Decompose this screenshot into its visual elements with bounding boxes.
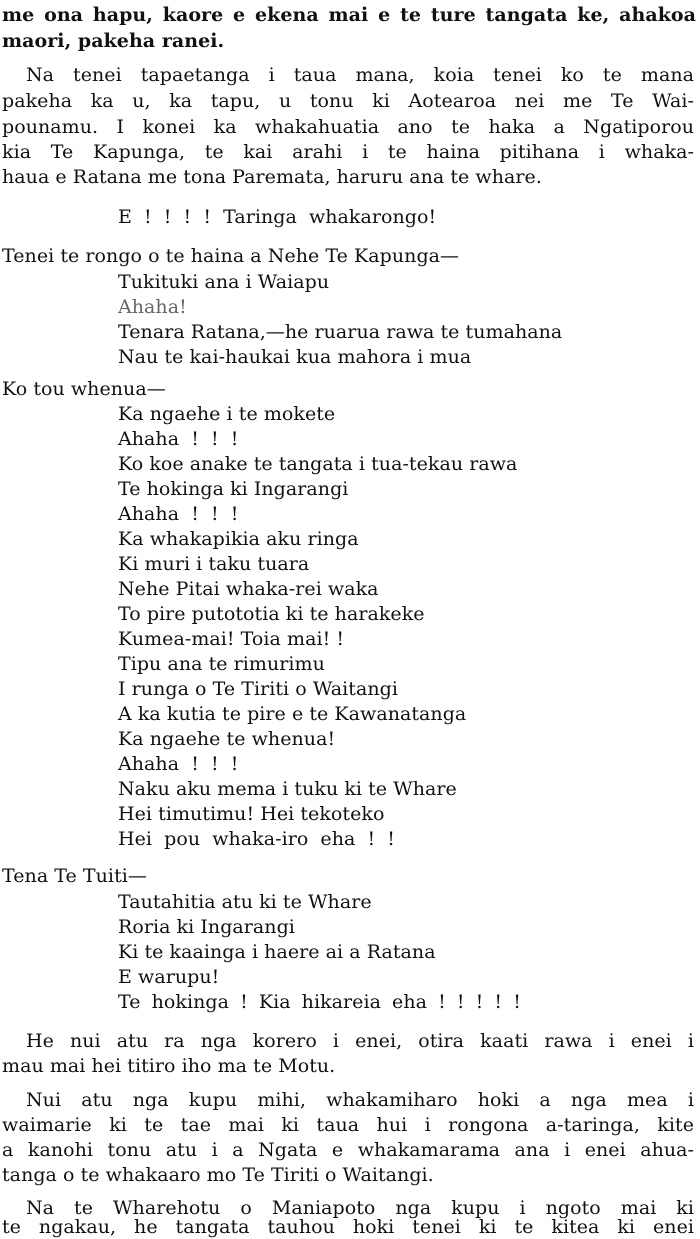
paragraph2-line-2: mau mai hei titiro iho ma te Motu.: [2, 1055, 336, 1077]
paragraph4-line-2: te ngakau, he tangata tauhou hoki tenei ki te kitea ki enei: [2, 1216, 694, 1238]
paragraph3-line-4: tanga o te whakaaro mo Te Tiriti o Waitangi.: [2, 1164, 434, 1186]
section1-line-3: Tenara Ratana,—he ruarua rawa te tumahana: [118, 321, 563, 343]
section2-line-3: Ko koe anake te tangata i tua-tekau rawa: [118, 453, 518, 475]
section1-line-4: Nau te kai-haukai kua mahora i mua: [118, 346, 472, 368]
section2-line-11: Tipu ana te rimurimu: [118, 653, 325, 675]
paragraph1-line-4: kia Te Kapunga, te kai arahi i te haina pitihana i whaka-: [2, 141, 694, 163]
paragraph3-line-2: waimarie ki te tae mai ki taua hui i rongona a-taringa, kite: [2, 1114, 694, 1136]
section3-line-4: E warupu!: [118, 966, 220, 988]
paragraph4-line-1: Na te Wharehotu o Maniapoto nga kupu i ngoto mai ki: [26, 1197, 694, 1219]
section2-line-1: Ka ngaehe i te mokete: [118, 403, 336, 425]
section2-line-4: Te hokinga ki Ingarangi: [118, 478, 349, 500]
section2-line-12: I runga o Te Tiriti o Waitangi: [118, 678, 398, 700]
section3-line-3: Ki te kaainga i haere ai a Ratana: [118, 941, 436, 963]
section2-line-16: Naku aku mema i tuku ki te Whare: [118, 778, 457, 800]
paragraph3-line-3: a kanohi tonu atu i a Ngata e whakamarama ana i enei ahua-: [2, 1139, 694, 1161]
section1-line-2: Ahaha!: [118, 296, 187, 318]
section3-line-1: Tautahitia atu ki te Whare: [118, 891, 372, 913]
section3-line-5: Te hokinga ! Kia hikareia eha ! ! ! ! !: [118, 991, 521, 1013]
paragraph1-line-3: pounamu. I konei ka whakahuatia ano te haka a Ngatiporou: [2, 116, 694, 138]
section2-line-14: Ka ngaehe te whenua!: [118, 728, 336, 750]
section1-line-1: Tukituki ana i Waiapu: [118, 271, 330, 293]
paragraph1-line-2: pakeha ka u, ka tapu, u tonu ki Aotearoa nei me Te Wai-: [2, 90, 694, 112]
section2-line-17: Hei timutimu! Hei tekoteko: [118, 803, 385, 825]
section2-line-18: Hei pou whaka-iro eha ! !: [118, 828, 395, 850]
call-line: E ! ! ! ! Taringa whakarongo!: [118, 206, 437, 228]
section3-heading: Tena Te Tuiti—: [2, 865, 147, 887]
paragraph3-line-1: Nui atu nga kupu mihi, whakamiharo hoki a nga mea i: [26, 1089, 694, 1111]
section2-line-8: Nehe Pitai whaka-rei waka: [118, 578, 379, 600]
intro-line-1: me ona hapu, kaore e ekena mai e te ture tangata ke, ahakoa: [2, 4, 696, 26]
paragraph1-line-1: Na tenei tapaetanga i taua mana, koia tenei ko te mana: [26, 64, 694, 86]
section2-heading: Ko tou whenua—: [2, 378, 166, 400]
section2-line-2: Ahaha ! ! !: [118, 428, 239, 450]
section3-line-2: Roria ki Ingarangi: [118, 916, 295, 938]
section2-line-10: Kumea-mai! Toia mai! !: [118, 628, 345, 650]
section2-line-9: To pire putototia ki te harakeke: [118, 603, 425, 625]
section2-line-13: A ka kutia te pire e te Kawanatanga: [118, 703, 467, 725]
section2-line-15: Ahaha ! ! !: [118, 753, 239, 775]
section2-line-5: Ahaha ! ! !: [118, 503, 239, 525]
section2-line-7: Ki muri i taku tuara: [118, 553, 310, 575]
intro-line-2: maori, pakeha ranei.: [2, 30, 225, 52]
paragraph2-line-1: He nui atu ra nga korero i enei, otira kaati rawa i enei i: [26, 1030, 694, 1052]
section1-heading: Tenei te rongo o te haina a Nehe Te Kapunga—: [2, 245, 460, 267]
paragraph1-line-5: haua e Ratana me tona Paremata, haruru ana te whare.: [2, 166, 542, 188]
section2-line-6: Ka whakapikia aku ringa: [118, 528, 359, 550]
